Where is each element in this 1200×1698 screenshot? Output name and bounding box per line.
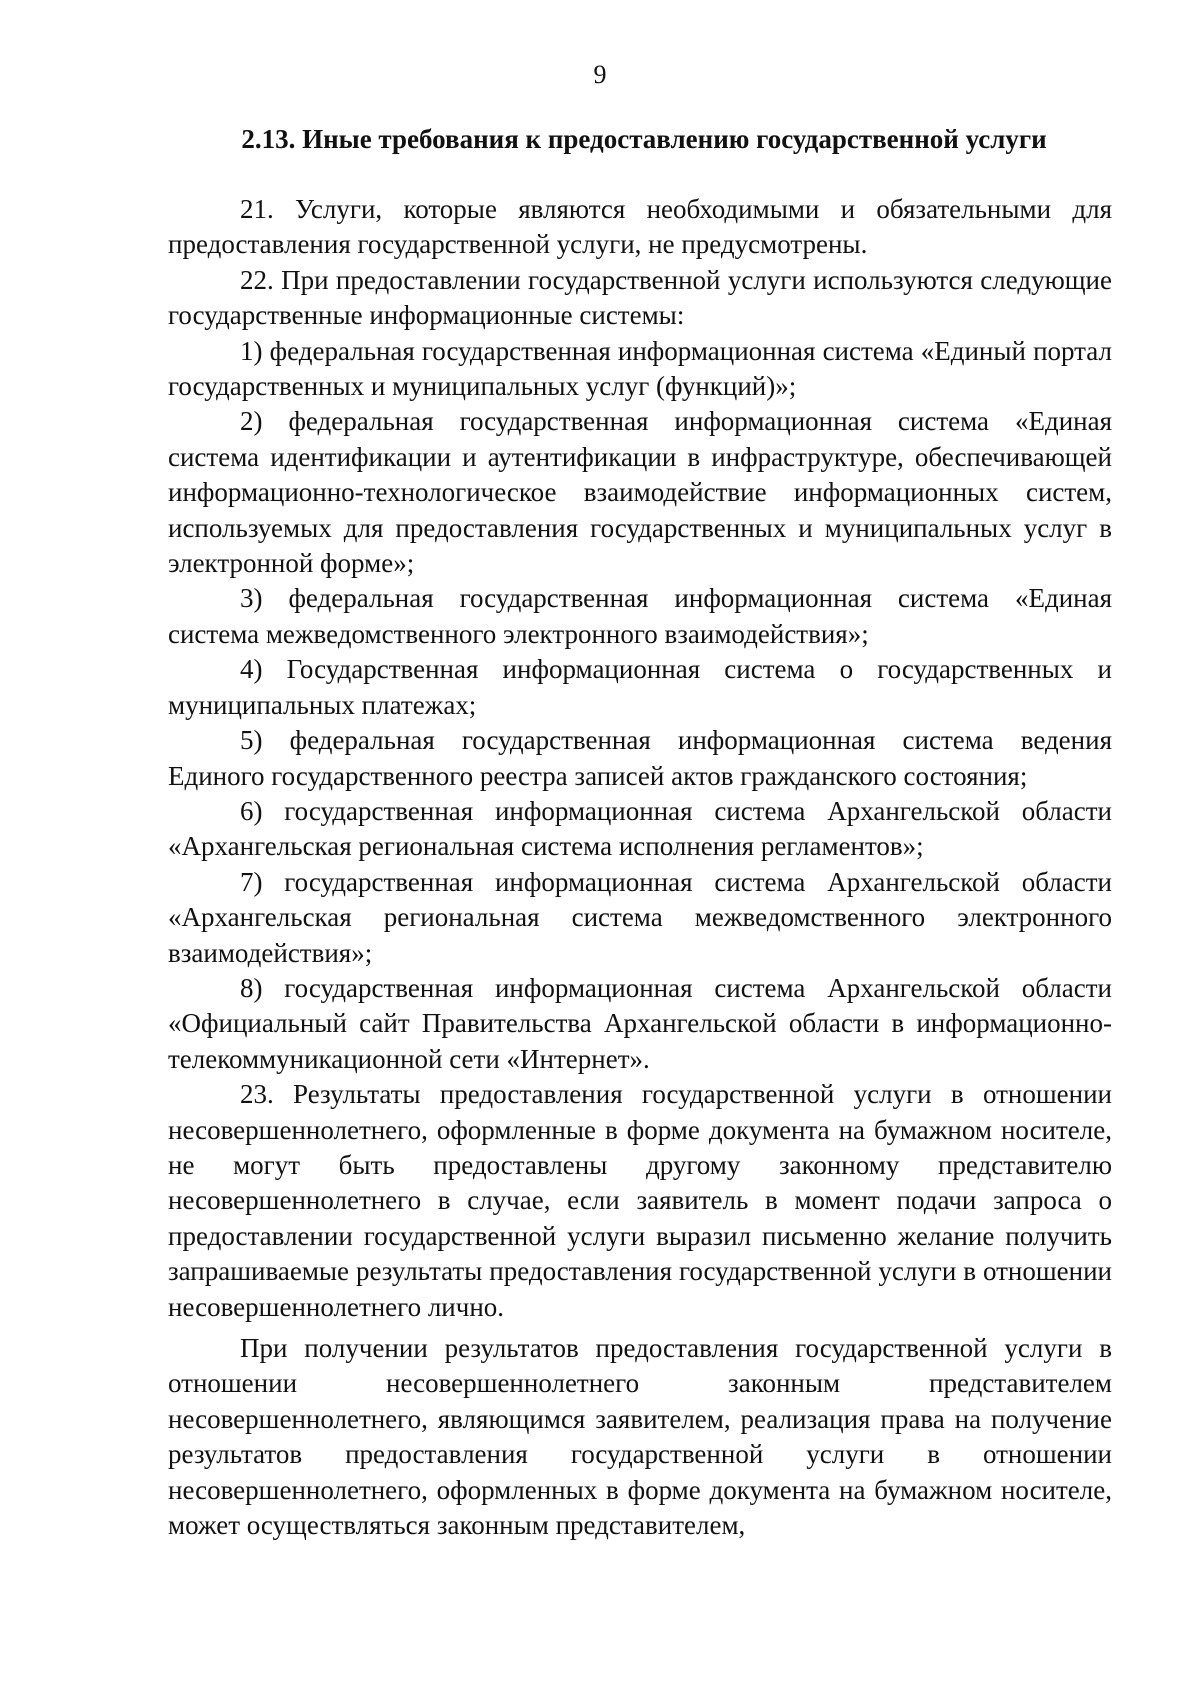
paragraph-23: 23. Результаты предоставления государственной услуги в отношении несовершеннолетнего, оформленные в форме документа на бумажном носителе, не могут быть предоставлены другому законному представителю несовершеннолетнего в случае, если заявитель в момент подачи запроса о предоставлении государственной услуги выразил письменно желание получить запрашиваемые результаты предоставления государственной услуги в отношении несовершеннолетнего лично. [168,1079,1112,1322]
list-item-5: 5) федеральная государственная информационная система ведения Единого государственного реестра записей актов гражданского состояния; [168,725,1112,791]
paragraph-21: 21. Услуги, которые являются необходимыми и обязательными для предоставления государственной услуги, не предусмотрены. [168,194,1112,260]
list-item-8: 8) государственная информационная система Архангельской области «Официальный сайт Правительства Архангельской области в информационно-телекоммуникационной сети «Интернет». [168,972,1112,1074]
list-item-6: 6) государственная информационная система Архангельской области «Архангельская региональная система исполнения регламентов»; [168,795,1112,862]
list-item-2: 2) федеральная государственная информационная система «Единая система идентификации и аутентификации в инфраструктуре, обеспечивающей информационно-технологическое взаимодействие информационных систем, используемых для предоставления государственных и муниципальных услуг в электронной форме»; [168,406,1112,579]
document-body [168,192,1112,1543]
list-item-3: 3) федеральная государственная информационная система «Единая система межведомственного электронного взаимодействия»; [168,583,1112,649]
page-number: 9 [593,60,607,89]
list-item-4: 4) Государственная информационная система о государственных и муниципальных платежах; [168,654,1112,720]
paragraph-22: 22. При предоставлении государственной услуги используются следующие государственные информационные системы: [168,264,1112,331]
section-title: 2.13. Иные требования к предоставлению государственной услуги [241,124,1047,154]
list-item-1: 1) федеральная государственная информационная система «Единый портал государственных и муниципальных услуг (функций)»; [168,335,1112,402]
paragraph-continuation: При получении результатов предоставления государственной услуги в отношении несовершеннолетнего законным представителем несовершеннолетнего, являющимся заявителем, реализация права на получение результатов предоставления государственной услуги в отношении несовершеннолетнего, оформленных в форме документа на бумажном носителе, может осуществляться законным представителем, [168,1333,1112,1541]
list-item-7: 7) государственная информационная система Архангельской области «Архангельская региональная система межведомственного электронного взаимодействия»; [168,866,1112,968]
